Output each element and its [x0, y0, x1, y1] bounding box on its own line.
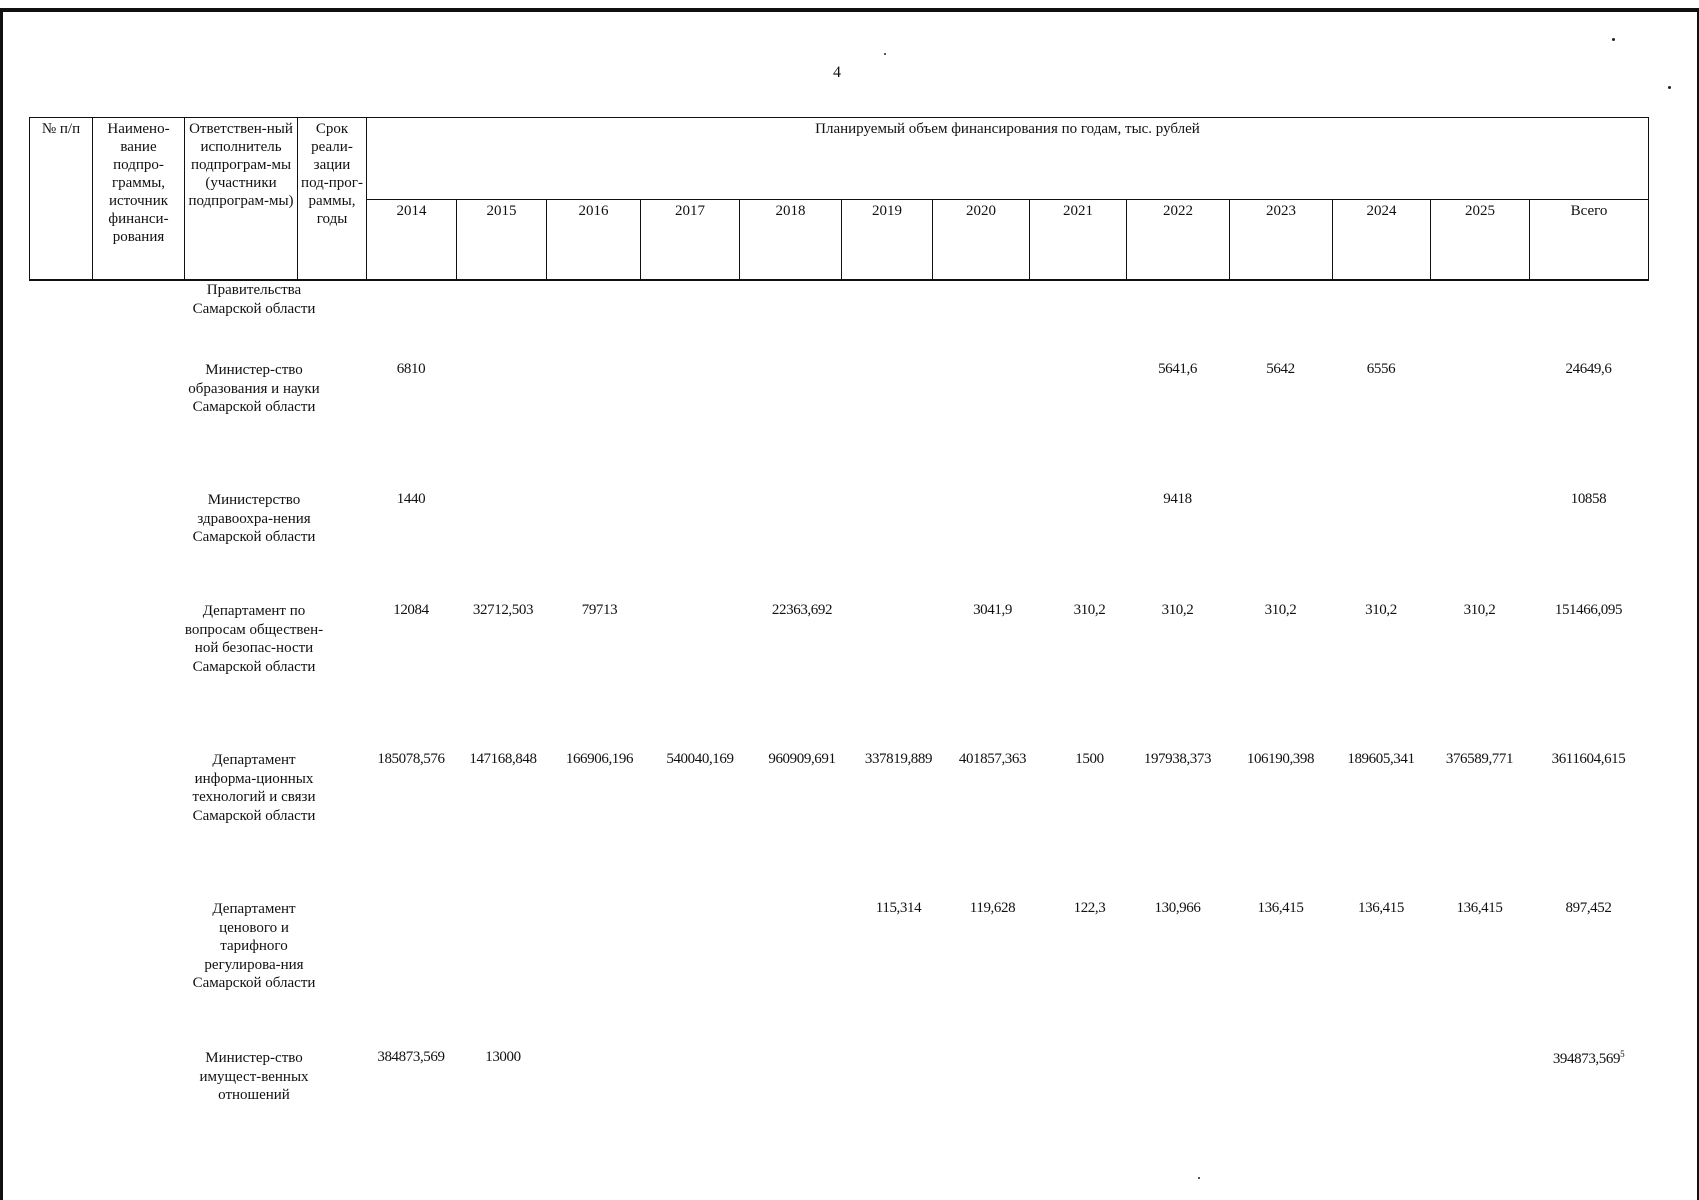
value-total [1529, 1049, 1648, 1068]
value-2022: 9418 [1163, 491, 1192, 507]
value-2017: 540040,169 [666, 751, 734, 767]
value-2025: 310,2 [1463, 602, 1496, 618]
header-term: Срок реали-зации под-прог-раммы, годы [298, 118, 367, 280]
value-2024: 6556 [1366, 361, 1396, 377]
value-2015: 13000 [485, 1049, 521, 1065]
header-year: 2018 [740, 200, 842, 280]
header-year: 2016 [547, 200, 641, 280]
value-2022: 197938,373 [1143, 751, 1212, 767]
header-year: 2015 [457, 200, 547, 280]
header-subprogram-name: Наимено-вание подпро-граммы, источник финанси-рования [93, 118, 185, 280]
value-2022: 5641,6 [1158, 361, 1197, 377]
executor-name: Департамент ценового и тарифного регулирова-ния Самарской области [192, 901, 316, 991]
value-2021: 122,3 [1073, 900, 1106, 916]
header-year: 2020 [933, 200, 1030, 280]
value-total: 10858 [1570, 491, 1607, 507]
value-2018: 22363,692 [771, 602, 833, 618]
executor-name: Департамент по вопросам обществен-ной безопас-ности Самарской области [184, 603, 324, 675]
scan-speck [1198, 1177, 1200, 1179]
value-2014: 6810 [396, 361, 426, 377]
value-2016: 166906,196 [565, 751, 634, 767]
value-2023: 136,415 [1257, 900, 1304, 916]
header-year: 2021 [1030, 200, 1127, 280]
value-total-number: 394873,569 [1552, 1051, 1621, 1067]
value-2014: 1440 [396, 491, 426, 507]
header-total: Всего [1530, 200, 1649, 280]
value-2019: 337819,889 [864, 751, 933, 767]
scan-speck [884, 53, 886, 55]
value-total: 151466,095 [1554, 602, 1623, 618]
value-2016: 79713 [581, 602, 618, 618]
value-2025: 376589,771 [1445, 751, 1514, 767]
header-year: 2022 [1127, 200, 1230, 280]
value-2020: 401857,363 [958, 751, 1027, 767]
page-left-border [0, 8, 3, 1200]
value-2023: 5642 [1266, 361, 1295, 377]
header-executor: Ответствен-ный исполнитель подпрограм-мы (участники подпрограм-мы) [185, 118, 298, 280]
value-total: 3611604,615 [1551, 751, 1626, 767]
value-2023: 106190,398 [1246, 751, 1315, 767]
value-2014: 185078,576 [377, 751, 445, 767]
header-financing: Планируемый объем финансирования по годам, тыс. рублей [367, 118, 1649, 200]
value-2020: 119,628 [969, 900, 1016, 916]
value-2019: 115,314 [875, 900, 922, 916]
scan-speck [1612, 38, 1615, 41]
value-2024: 136,415 [1358, 900, 1404, 916]
value-2014: 384873,569 [377, 1049, 445, 1065]
header-number: № п/п [30, 118, 93, 280]
value-2025: 136,415 [1456, 900, 1503, 916]
table-header [29, 117, 1649, 281]
executor-name: Департамент информа-ционных технологий и связи Самарской области [192, 752, 316, 824]
value-2015: 147168,848 [469, 751, 537, 767]
value-2021: 310,2 [1073, 602, 1106, 618]
header-year: 2025 [1431, 200, 1530, 280]
header-year: 2014 [367, 200, 457, 280]
value-2020: 3041,9 [973, 602, 1012, 618]
value-2015: 32712,503 [472, 602, 534, 618]
header-year: 2023 [1230, 200, 1333, 280]
value-2022: 130,966 [1154, 900, 1201, 916]
value-2023: 310,2 [1264, 602, 1297, 618]
executor-name: Министер-ство образования и науки Самарской области [188, 362, 320, 415]
page-number: 4 [833, 64, 841, 81]
executor-name: Правительства Самарской области [192, 282, 316, 317]
value-2022: 310,2 [1161, 602, 1194, 618]
value-2024: 310,2 [1365, 602, 1397, 618]
value-2014: 12084 [393, 602, 429, 618]
value-2018: 960909,691 [768, 751, 836, 767]
value-2021: 1500 [1075, 751, 1104, 767]
scan-speck [1668, 86, 1671, 89]
value-total: 24649,6 [1565, 361, 1612, 377]
header-year: 2019 [842, 200, 933, 280]
value-2024: 189605,341 [1347, 751, 1415, 767]
executor-name: Министер-ство имущест-венных отношений [199, 1050, 309, 1103]
header-year: 2017 [641, 200, 740, 280]
page-top-border [0, 8, 1699, 12]
value-total: 897,452 [1565, 900, 1612, 916]
executor-name: Министерство здравоохра-нения Самарской области [192, 492, 316, 545]
footnote-mark: 5 [1620, 1049, 1625, 1059]
header-year: 2024 [1333, 200, 1431, 280]
